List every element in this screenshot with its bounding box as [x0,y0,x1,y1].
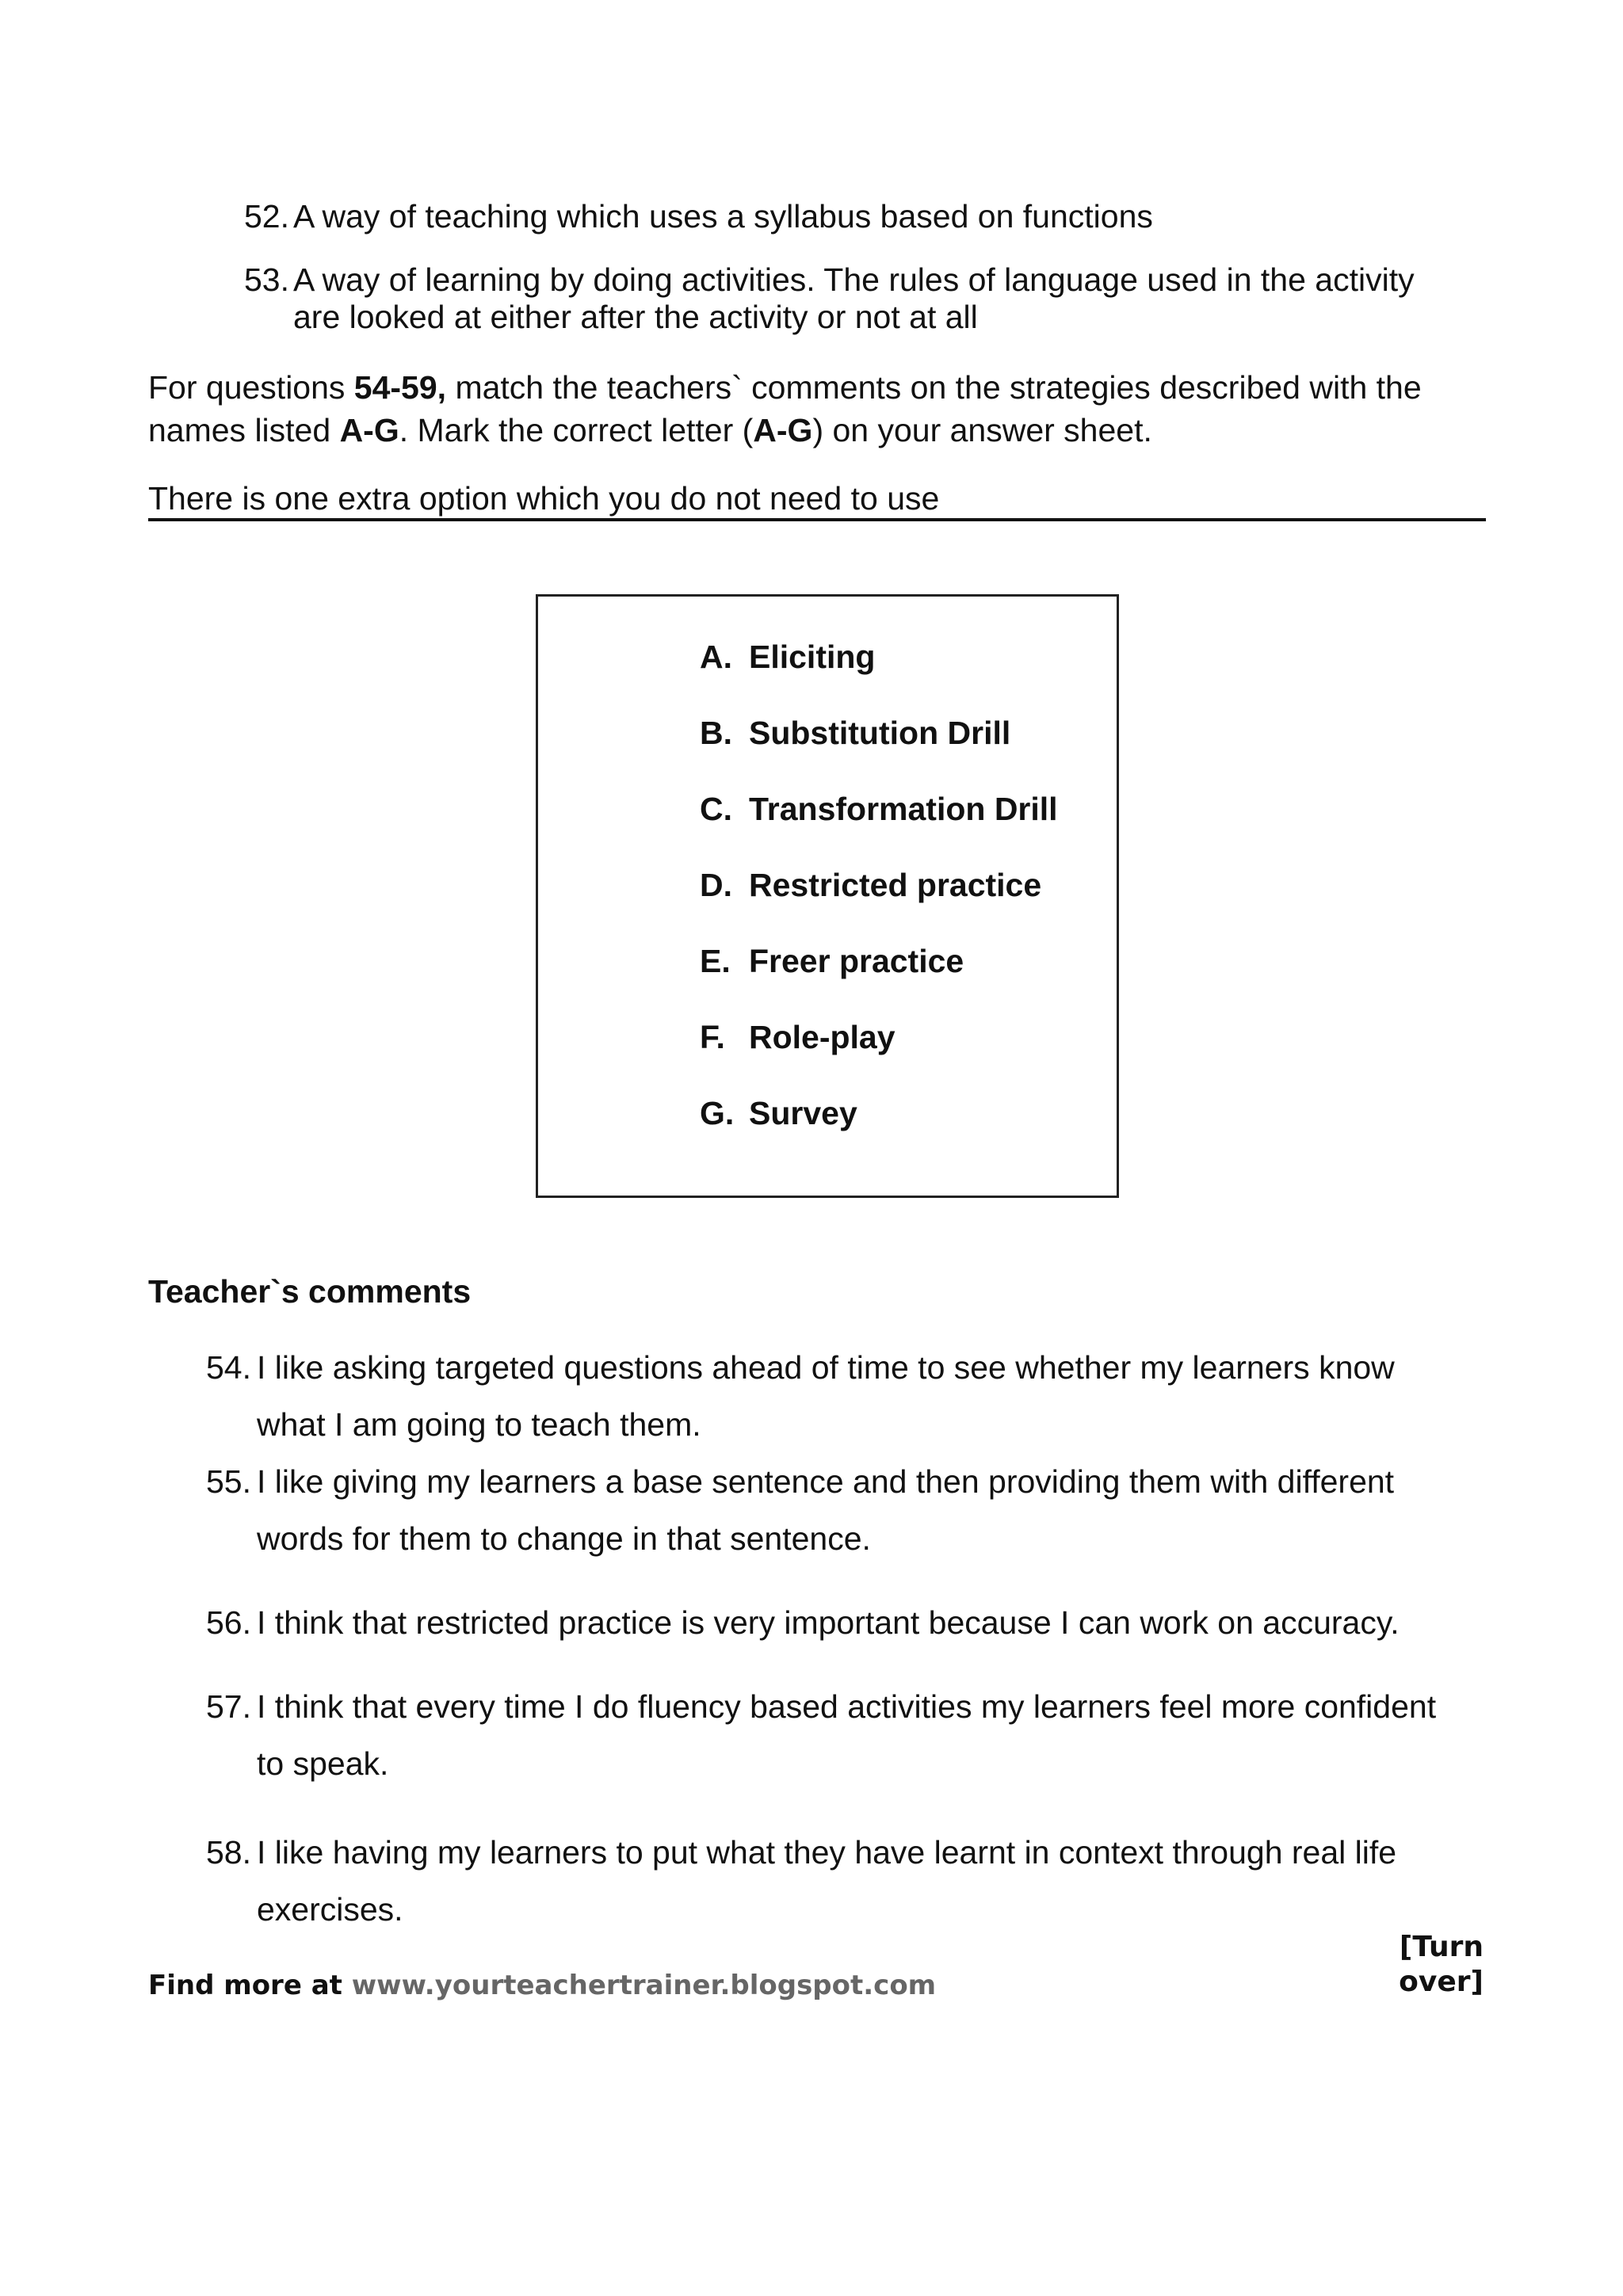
question-number: 53. [244,261,289,298]
comment-number: 55. [206,1463,251,1500]
option-f [700,1018,896,1056]
question-range: 54-59, [353,369,447,406]
option-e [700,942,964,980]
letter-range: A-G [753,412,813,448]
option-letter: A. [700,639,732,675]
option-letter: E. [700,943,731,979]
footer-prefix: Find more at [148,1970,352,2001]
question-text-line: A way of learning by doing activities. The rules of language used in the activity [293,261,1415,298]
option-label: Transformation Drill [749,791,1058,827]
turn-over-label: [Turn over] [1399,1931,1484,1998]
option-label: Eliciting [749,639,876,675]
comment-text: I think that restricted practice is very important because I can work on accuracy. [257,1604,1400,1641]
option-b [700,714,1010,752]
footer [148,1968,936,2003]
comment-line: what I am going to teach them. [257,1406,701,1443]
question-text: A way of teaching which uses a syllabus based on functions [293,198,1153,235]
option-label: Role-play [749,1019,896,1055]
comment-number: 56. [206,1604,251,1641]
comment-58 [206,1824,1506,1938]
comment-text [257,1339,1506,1453]
comment-line: I like having my learners to put what they have learnt in context through real life [257,1834,1397,1871]
comment-text [257,1678,1506,1792]
comment-line: I think that every time I do fluency based activities my learners feel more confident [257,1688,1437,1725]
comment-text [257,1453,1506,1567]
letter-range: A-G [339,412,399,448]
option-label: Survey [749,1095,857,1131]
comment-57 [206,1678,1506,1792]
option-letter: G. [700,1095,735,1131]
comment-line: I like asking targeted questions ahead of time to see whether my learners know [257,1349,1395,1386]
comment-55 [206,1453,1506,1567]
option-label: Substitution Drill [749,715,1011,751]
options-box [536,594,1119,1198]
comment-line: words for them to change in that sentence. [257,1520,871,1557]
comment-line: to speak. [257,1745,389,1782]
option-label: Freer practice [749,943,964,979]
comment-number: 58. [206,1834,251,1871]
option-label: Restricted practice [749,867,1042,903]
option-letter: C. [700,791,732,827]
option-a [700,638,875,676]
option-letter: B. [700,715,732,751]
comment-54 [206,1339,1506,1453]
comment-line: I like giving my learners a base sentence and then providing them with different [257,1463,1395,1500]
instructions: For questions 54-59, match the teachers` comments on the strategies described with the names listed A-G. Mark the correct letter (A-G) on your answer sheet. [148,369,1422,448]
question-number: 52. [244,198,289,235]
comment-text [257,1824,1506,1938]
question-text [293,261,1480,336]
question-52 [244,198,1480,235]
option-letter: F. [700,1019,725,1055]
comment-number: 57. [206,1688,251,1725]
option-g [700,1094,857,1132]
question-text-line: are looked at either after the activity or not at all [293,299,978,335]
footer-link[interactable]: www.yourteachertrainer.blogspot.com [351,1970,937,2001]
comment-number: 54. [206,1349,251,1386]
comment-56 [206,1594,1506,1651]
option-d [700,866,1041,904]
extra-option-note: There is one extra option which you do not need to use [148,479,1486,521]
question-53 [244,261,1480,336]
comment-line: exercises. [257,1891,403,1928]
option-letter: D. [700,867,732,903]
comments-heading: Teacher`s comments [148,1273,472,1310]
option-c [700,790,1058,828]
